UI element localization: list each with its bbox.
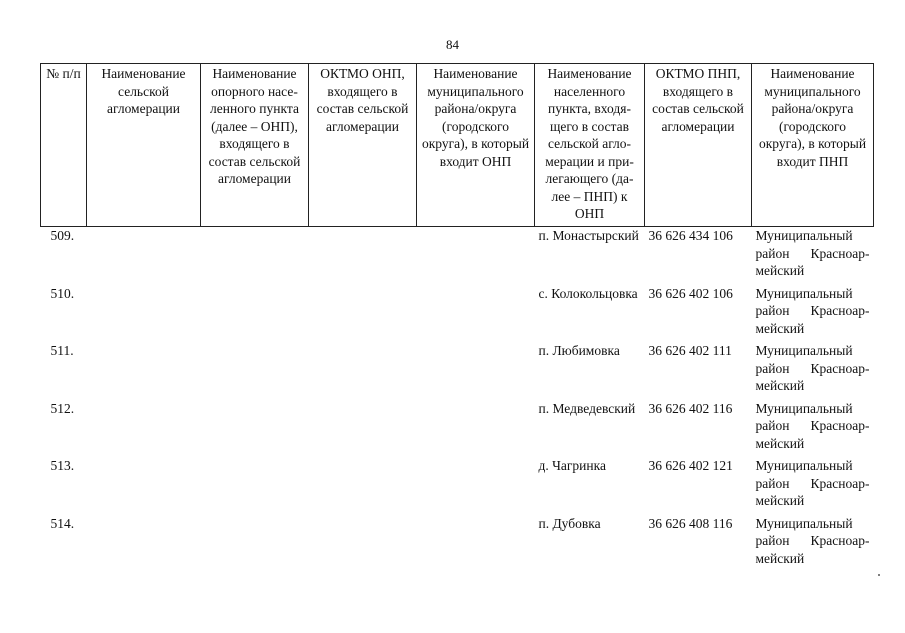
onp-oktmo	[309, 457, 417, 515]
onp-name	[201, 457, 309, 515]
row-number: 510.	[50, 285, 75, 301]
row-number: 514.	[50, 515, 75, 531]
pnp-district: Муниципальный район Красноармейский	[755, 343, 870, 393]
table-body	[41, 227, 874, 573]
pnp-district: Муниципальный район Красноармейский	[755, 285, 870, 336]
onp-district	[417, 457, 535, 515]
agglomeration-name	[87, 342, 201, 400]
onp-name	[201, 515, 309, 573]
agglomeration-name	[87, 227, 201, 285]
pnp-name: д. Чагринка	[538, 458, 606, 473]
pnp-name: п. Любимовка	[538, 343, 620, 358]
pnp-oktmo: 36 626 402 111	[648, 343, 732, 358]
onp-district	[417, 285, 535, 343]
pnp-oktmo: 36 626 402 121	[648, 458, 733, 473]
onp-oktmo	[309, 342, 417, 400]
header-onp-district: Наименование муниципального района/округа (городского округа), в который входит ОНП	[417, 64, 535, 227]
onp-oktmo	[309, 515, 417, 573]
agglomeration-table	[40, 63, 874, 572]
table-header	[41, 64, 874, 227]
pnp-name: п. Дубовка	[538, 515, 601, 531]
pnp-oktmo: 36 626 408 116	[648, 515, 733, 531]
onp-oktmo	[309, 285, 417, 343]
table-header-row	[41, 64, 874, 227]
agglomeration-name	[87, 457, 201, 515]
row-number: 512.	[50, 400, 75, 416]
header-agglomeration-name: Наименование сельской агломерации	[87, 64, 201, 227]
agglomeration-name	[87, 285, 201, 343]
onp-name	[201, 342, 309, 400]
table-row	[41, 400, 874, 458]
pnp-district: Муниципальный район Красноармейский	[755, 515, 870, 566]
table-row	[41, 515, 874, 573]
row-number: 513.	[50, 458, 75, 473]
page-number: 84	[446, 37, 459, 52]
header-pnp-oktmo: ОКТМО ПНП, входящего в состав сельской агломерации	[645, 64, 752, 227]
agglomeration-name	[87, 515, 201, 573]
pnp-oktmo: 36 626 402 116	[648, 400, 733, 416]
onp-name	[201, 285, 309, 343]
onp-oktmo	[309, 227, 417, 285]
scan-speck	[878, 574, 880, 576]
pnp-name: с. Колокольцовка	[538, 285, 638, 301]
pnp-district: Муниципальный район Красноармейский	[755, 228, 870, 278]
table-row	[41, 457, 874, 515]
pnp-oktmo: 36 626 434 106	[648, 228, 733, 243]
onp-district	[417, 342, 535, 400]
pnp-district: Муниципальный район Красноармейский	[755, 400, 870, 451]
table-row	[41, 227, 874, 285]
pnp-name: п. Монастырский	[538, 228, 639, 243]
row-number: 509.	[50, 228, 75, 243]
pnp-district: Муниципальный район Красноармейский	[755, 458, 870, 508]
header-pnp-district: Наименование муниципального района/округа (городского округа), в который входит ПНП	[752, 64, 874, 227]
table-row	[41, 342, 874, 400]
onp-district	[417, 515, 535, 573]
onp-oktmo	[309, 400, 417, 458]
header-row-number: № п/п	[41, 64, 87, 227]
header-onp-name: Наименование опорного населенного пункта (далее – ОНП), входящего в состав сельской агломерации	[201, 64, 309, 227]
onp-name	[201, 400, 309, 458]
onp-district	[417, 227, 535, 285]
table-row	[41, 285, 874, 343]
header-onp-oktmo: ОКТМО ОНП, входящего в состав сельской агломерации	[309, 64, 417, 227]
onp-district	[417, 400, 535, 458]
row-number: 511.	[50, 343, 74, 358]
pnp-name: п. Медведевский	[538, 400, 636, 416]
onp-name	[201, 227, 309, 285]
agglomeration-name	[87, 400, 201, 458]
pnp-oktmo: 36 626 402 106	[648, 285, 733, 301]
header-pnp-name: Наименование населенного пункта, входящего в состав сельской агломерации и прилегающего (далее – ПНП) к ОНП	[535, 64, 645, 227]
